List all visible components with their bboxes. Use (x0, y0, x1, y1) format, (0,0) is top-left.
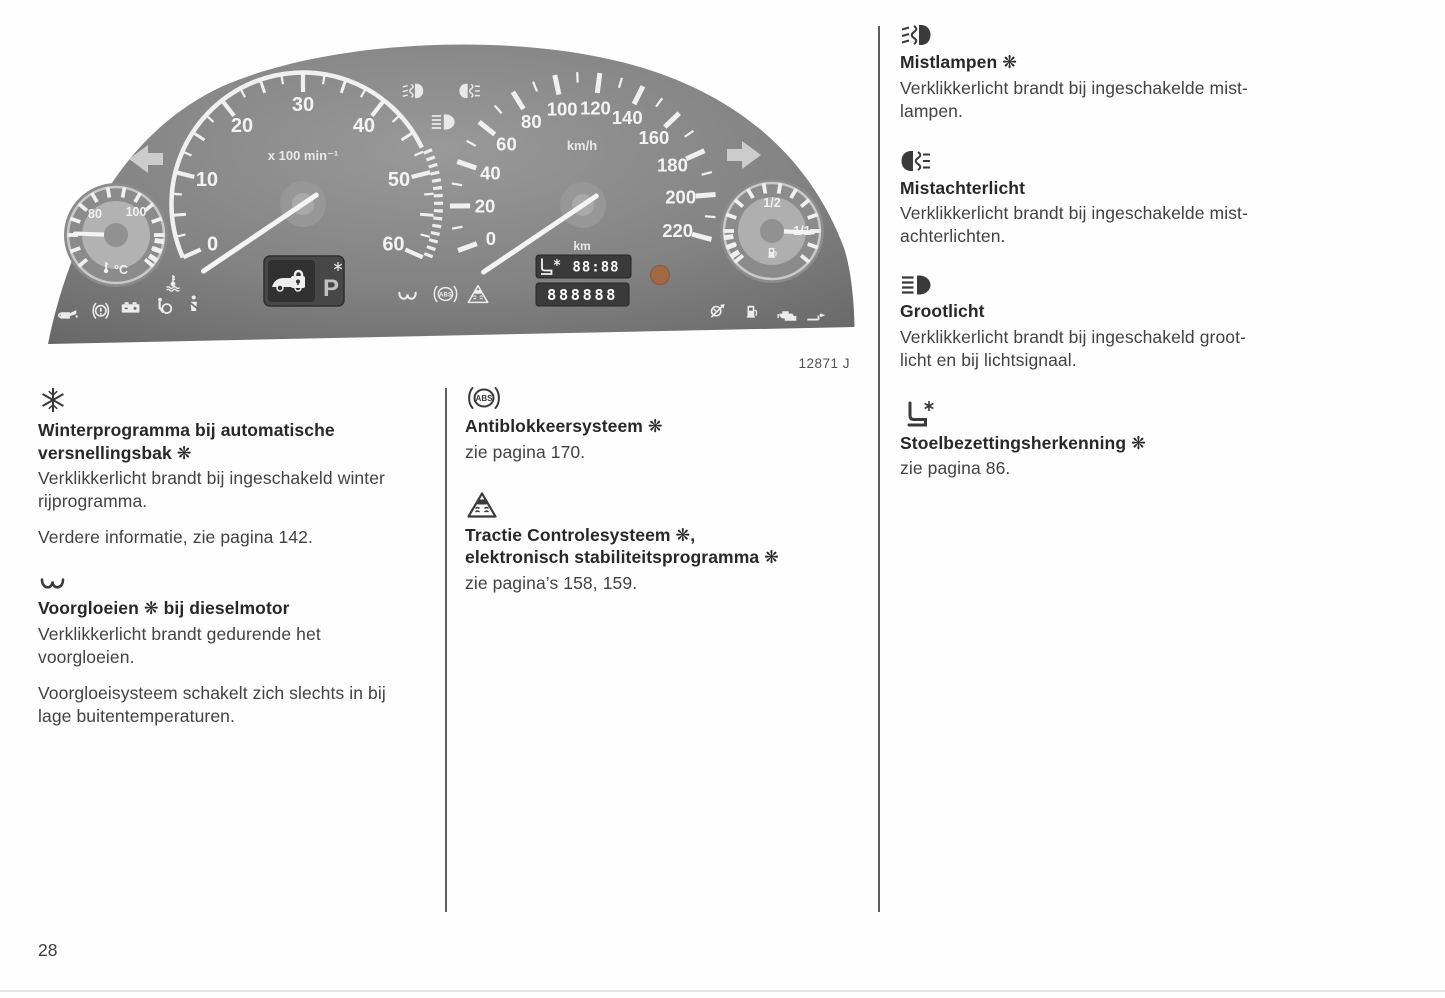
gauge-label: 140 (611, 107, 643, 129)
esp-icon (466, 491, 853, 519)
section-paragraph: zie pagina 170. (465, 441, 586, 462)
gauge-label: 50 (387, 169, 411, 192)
manual-section (900, 24, 1298, 123)
gauge-label: 100 (546, 98, 578, 120)
manual-section (900, 150, 1298, 249)
gauge-tick (281, 75, 283, 84)
section-paragraph: zie pagina 86. (900, 458, 1011, 478)
winter-program-display (264, 256, 344, 306)
gauge-tick (724, 236, 733, 237)
gauge-tick (420, 214, 433, 215)
column-divider-right (878, 26, 880, 912)
gauge-label: 220 (662, 219, 694, 241)
fuel-gauge (720, 179, 824, 283)
gauge-label: 160 (638, 126, 670, 148)
page-number: 28 (38, 940, 58, 960)
gauge-tick (764, 183, 766, 193)
gauge-label: 20 (474, 195, 496, 217)
gauge-tick (597, 73, 600, 93)
gauge-tick (696, 194, 716, 196)
figure-caption: 12871 J (798, 356, 850, 371)
section-heading: Grootlicht (900, 301, 985, 321)
section-heading: Mistlampen ❋ (900, 52, 1017, 72)
section-heading: Winterprogramma bij automatische versnellingsbak ❋ (38, 420, 335, 463)
section-paragraph: Verklikkerlicht brandt bij ingeschakelde mist- achterlichten. (900, 203, 1248, 246)
section-paragraph: Voorgloeisysteem schakelt zich slechts in bij lage buitentemperaturen. (38, 682, 386, 726)
gauge-tick (172, 214, 185, 215)
gauge-label: 0 (485, 228, 497, 250)
instrument-cluster-panel (48, 44, 855, 344)
manual-section (38, 576, 430, 728)
rear-fog-icon (901, 150, 1298, 172)
section-heading: Antiblokkeersysteem ❋ (465, 416, 663, 436)
temperature-gauge (64, 183, 168, 287)
odometer-unit: km (573, 239, 591, 253)
section-paragraph: zie pagina’s 158, 159. (465, 572, 638, 593)
temperature-unit: °C (113, 263, 129, 277)
gauge-label: 0 (206, 233, 219, 256)
gauge-tick (153, 248, 162, 251)
instrument-cluster-figure (45, 28, 865, 350)
section-paragraph: Verklikkerlicht brandt gedurende het voorgloeien. (38, 623, 321, 667)
gauge-label: 10 (195, 169, 219, 192)
abs-icon (466, 386, 853, 410)
speedometer-unit: km/h (566, 138, 598, 153)
manual-section (900, 399, 1298, 481)
section-heading: Stoelbezettingsherkenning ❋ (900, 432, 1146, 453)
odometer-display (536, 283, 629, 306)
svg-text:ABS: ABS (475, 394, 493, 403)
gauge-label: 120 (579, 97, 611, 119)
manual-section (465, 386, 853, 464)
svg-text:ABS: ABS (439, 292, 452, 299)
gauge-label: 20 (230, 114, 254, 137)
gauge-tick (155, 240, 164, 241)
gauge-label: 180 (657, 154, 688, 176)
front-fog-icon (901, 24, 1298, 46)
column-middle (465, 386, 853, 622)
section-paragraph: Verdere informatie, zie pagina 142. (38, 527, 313, 547)
gauge-label: 30 (291, 94, 315, 116)
warning-lamp-dot (651, 266, 670, 285)
gear-display: P (322, 275, 340, 302)
gauge-tick (108, 187, 110, 197)
manual-section (465, 491, 853, 595)
section-heading: Tractie Controlesysteem ❋, elektronisch stabiliteitsprogramma ❋ (465, 524, 779, 567)
temp-label-100: 100 (125, 205, 147, 219)
section-paragraph: Verklikkerlicht brandt bij ingeschakeld winter rijprogramma. (38, 468, 385, 511)
gauge-tick (123, 187, 125, 197)
column-left (38, 386, 430, 755)
gauge-tick (172, 194, 181, 195)
section-paragraph: Verklikkerlicht brandt bij ingeschakeld groot- licht en bij lichtsignaal. (900, 326, 1247, 370)
fuel-hub (760, 219, 784, 243)
bottom-rule (0, 990, 1445, 992)
tachometer-unit: x 100 min⁻¹ (267, 148, 339, 163)
gauge-tick (705, 216, 715, 217)
high-beam-icon (901, 275, 1298, 295)
odometer-value: 888888 (547, 286, 618, 304)
glow-plug-icon (39, 576, 430, 592)
gauge-label: 60 (496, 133, 517, 155)
gauge-label: 60 (382, 233, 405, 256)
manual-section (38, 386, 430, 549)
section-heading: Mistachterlicht (900, 177, 1025, 198)
trip-display (536, 255, 631, 278)
snowflake-icon (39, 386, 430, 414)
gauge-tick (323, 75, 325, 84)
gauge-tick (424, 194, 433, 195)
section-heading: Voorgloeien ❋ bij dieselmotor (38, 598, 290, 618)
section-paragraph: Verklikkerlicht brandt bij ingeschakelde mist- lampen. (900, 77, 1248, 121)
fuel-label-half: 1/2 (763, 196, 781, 210)
gauge-label: 80 (521, 111, 542, 133)
temp-label-80: 80 (88, 207, 102, 221)
gauge-tick (726, 244, 735, 247)
gauge-label: 40 (352, 114, 376, 137)
column-right (900, 24, 1298, 507)
seat-occupancy-icon (901, 399, 1298, 427)
thermometer-bulb (104, 269, 108, 273)
gauge-tick (779, 183, 781, 193)
gauge-label: 40 (480, 162, 501, 184)
column-divider-left (445, 388, 447, 912)
gauge-label: 200 (665, 186, 697, 208)
trip-display-value: 88:88 (572, 259, 620, 276)
manual-section (900, 275, 1298, 372)
temperature-hub (104, 223, 128, 247)
